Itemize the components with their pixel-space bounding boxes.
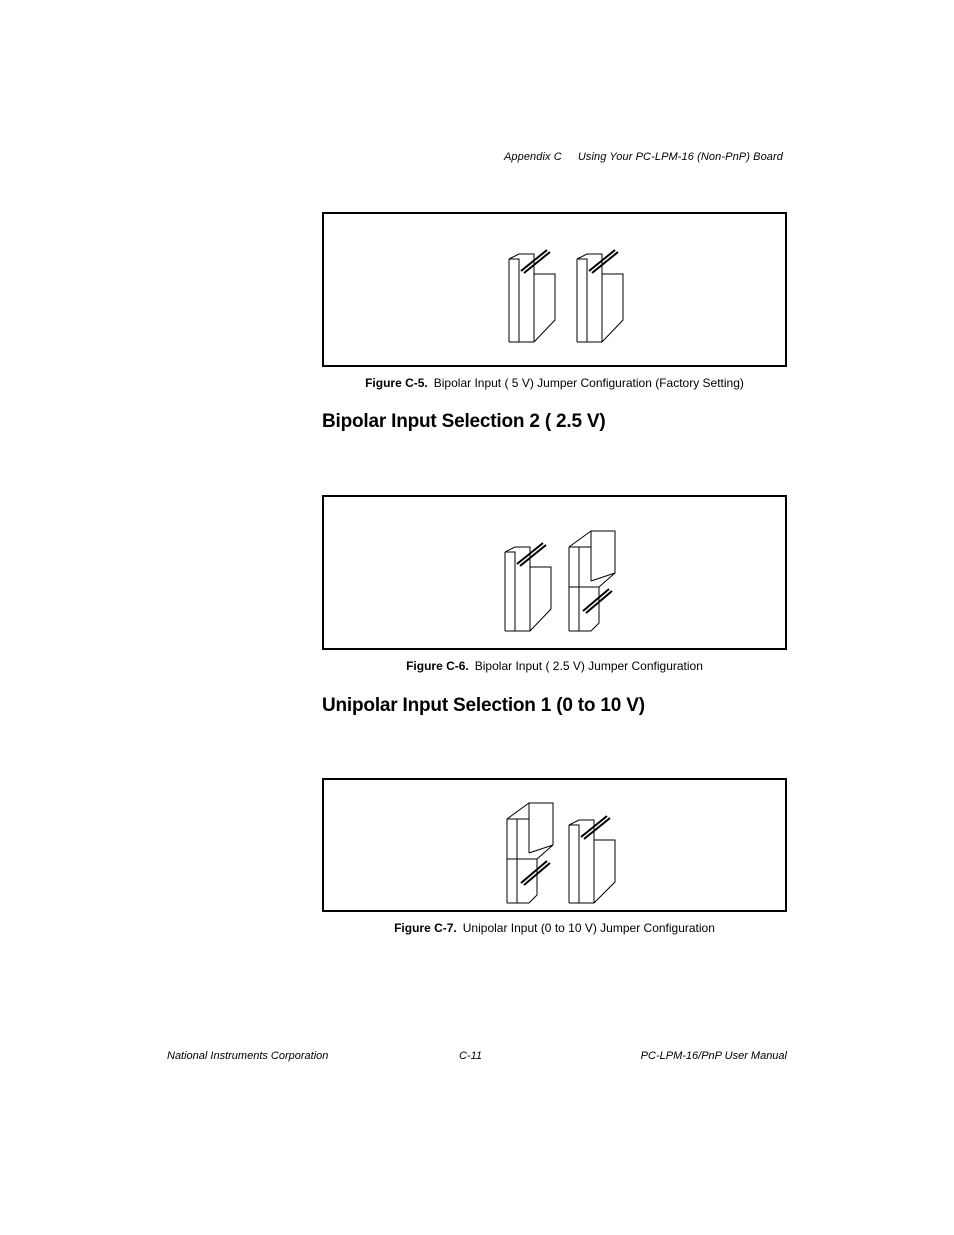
figure-caption-text: Bipolar Input ( 5 V) Jumper Configuration (Factory Setting) bbox=[433, 376, 744, 390]
footer-left: National Instruments Corporation bbox=[167, 1050, 329, 1062]
figure-label: Figure C-7. bbox=[394, 921, 457, 935]
footer-page-number: C-11 bbox=[459, 1050, 483, 1062]
figure-c7-jumper-diagram bbox=[324, 780, 785, 910]
figure-label: Figure C-5. bbox=[365, 376, 428, 390]
jumper-block-2 bbox=[569, 816, 615, 903]
figure-label: Figure C-6. bbox=[406, 659, 469, 673]
figure-c6-box bbox=[322, 495, 787, 650]
figure-c5-jumper-diagram bbox=[324, 214, 785, 365]
section-heading-bipolar-2: Bipolar Input Selection 2 ( 2.5 V) bbox=[322, 411, 606, 432]
figure-caption-text: Unipolar Input (0 to 10 V) Jumper Configuration bbox=[462, 921, 715, 935]
figure-c6-jumper-diagram bbox=[324, 497, 785, 648]
jumper-block-1 bbox=[507, 803, 553, 903]
jumper-block-2 bbox=[577, 250, 623, 342]
figure-c5-caption bbox=[322, 376, 787, 390]
jumper-block-1 bbox=[505, 543, 551, 631]
section-heading-unipolar-1: Unipolar Input Selection 1 (0 to 10 V) bbox=[322, 695, 645, 716]
header-chapter: Appendix C bbox=[503, 151, 562, 163]
jumper-block-2 bbox=[569, 531, 615, 631]
figure-c7-box bbox=[322, 778, 787, 912]
running-header bbox=[504, 151, 783, 163]
footer-right: PC-LPM-16/PnP User Manual bbox=[640, 1050, 787, 1062]
figure-c7-caption bbox=[322, 921, 787, 935]
figure-caption-text: Bipolar Input ( 2.5 V) Jumper Configuration bbox=[474, 659, 703, 673]
header-title: Using Your PC-LPM-16 (Non-PnP) Board bbox=[577, 151, 783, 163]
figure-c5-box bbox=[322, 212, 787, 367]
jumper-block-1 bbox=[509, 250, 555, 342]
figure-c6-caption bbox=[322, 659, 787, 673]
